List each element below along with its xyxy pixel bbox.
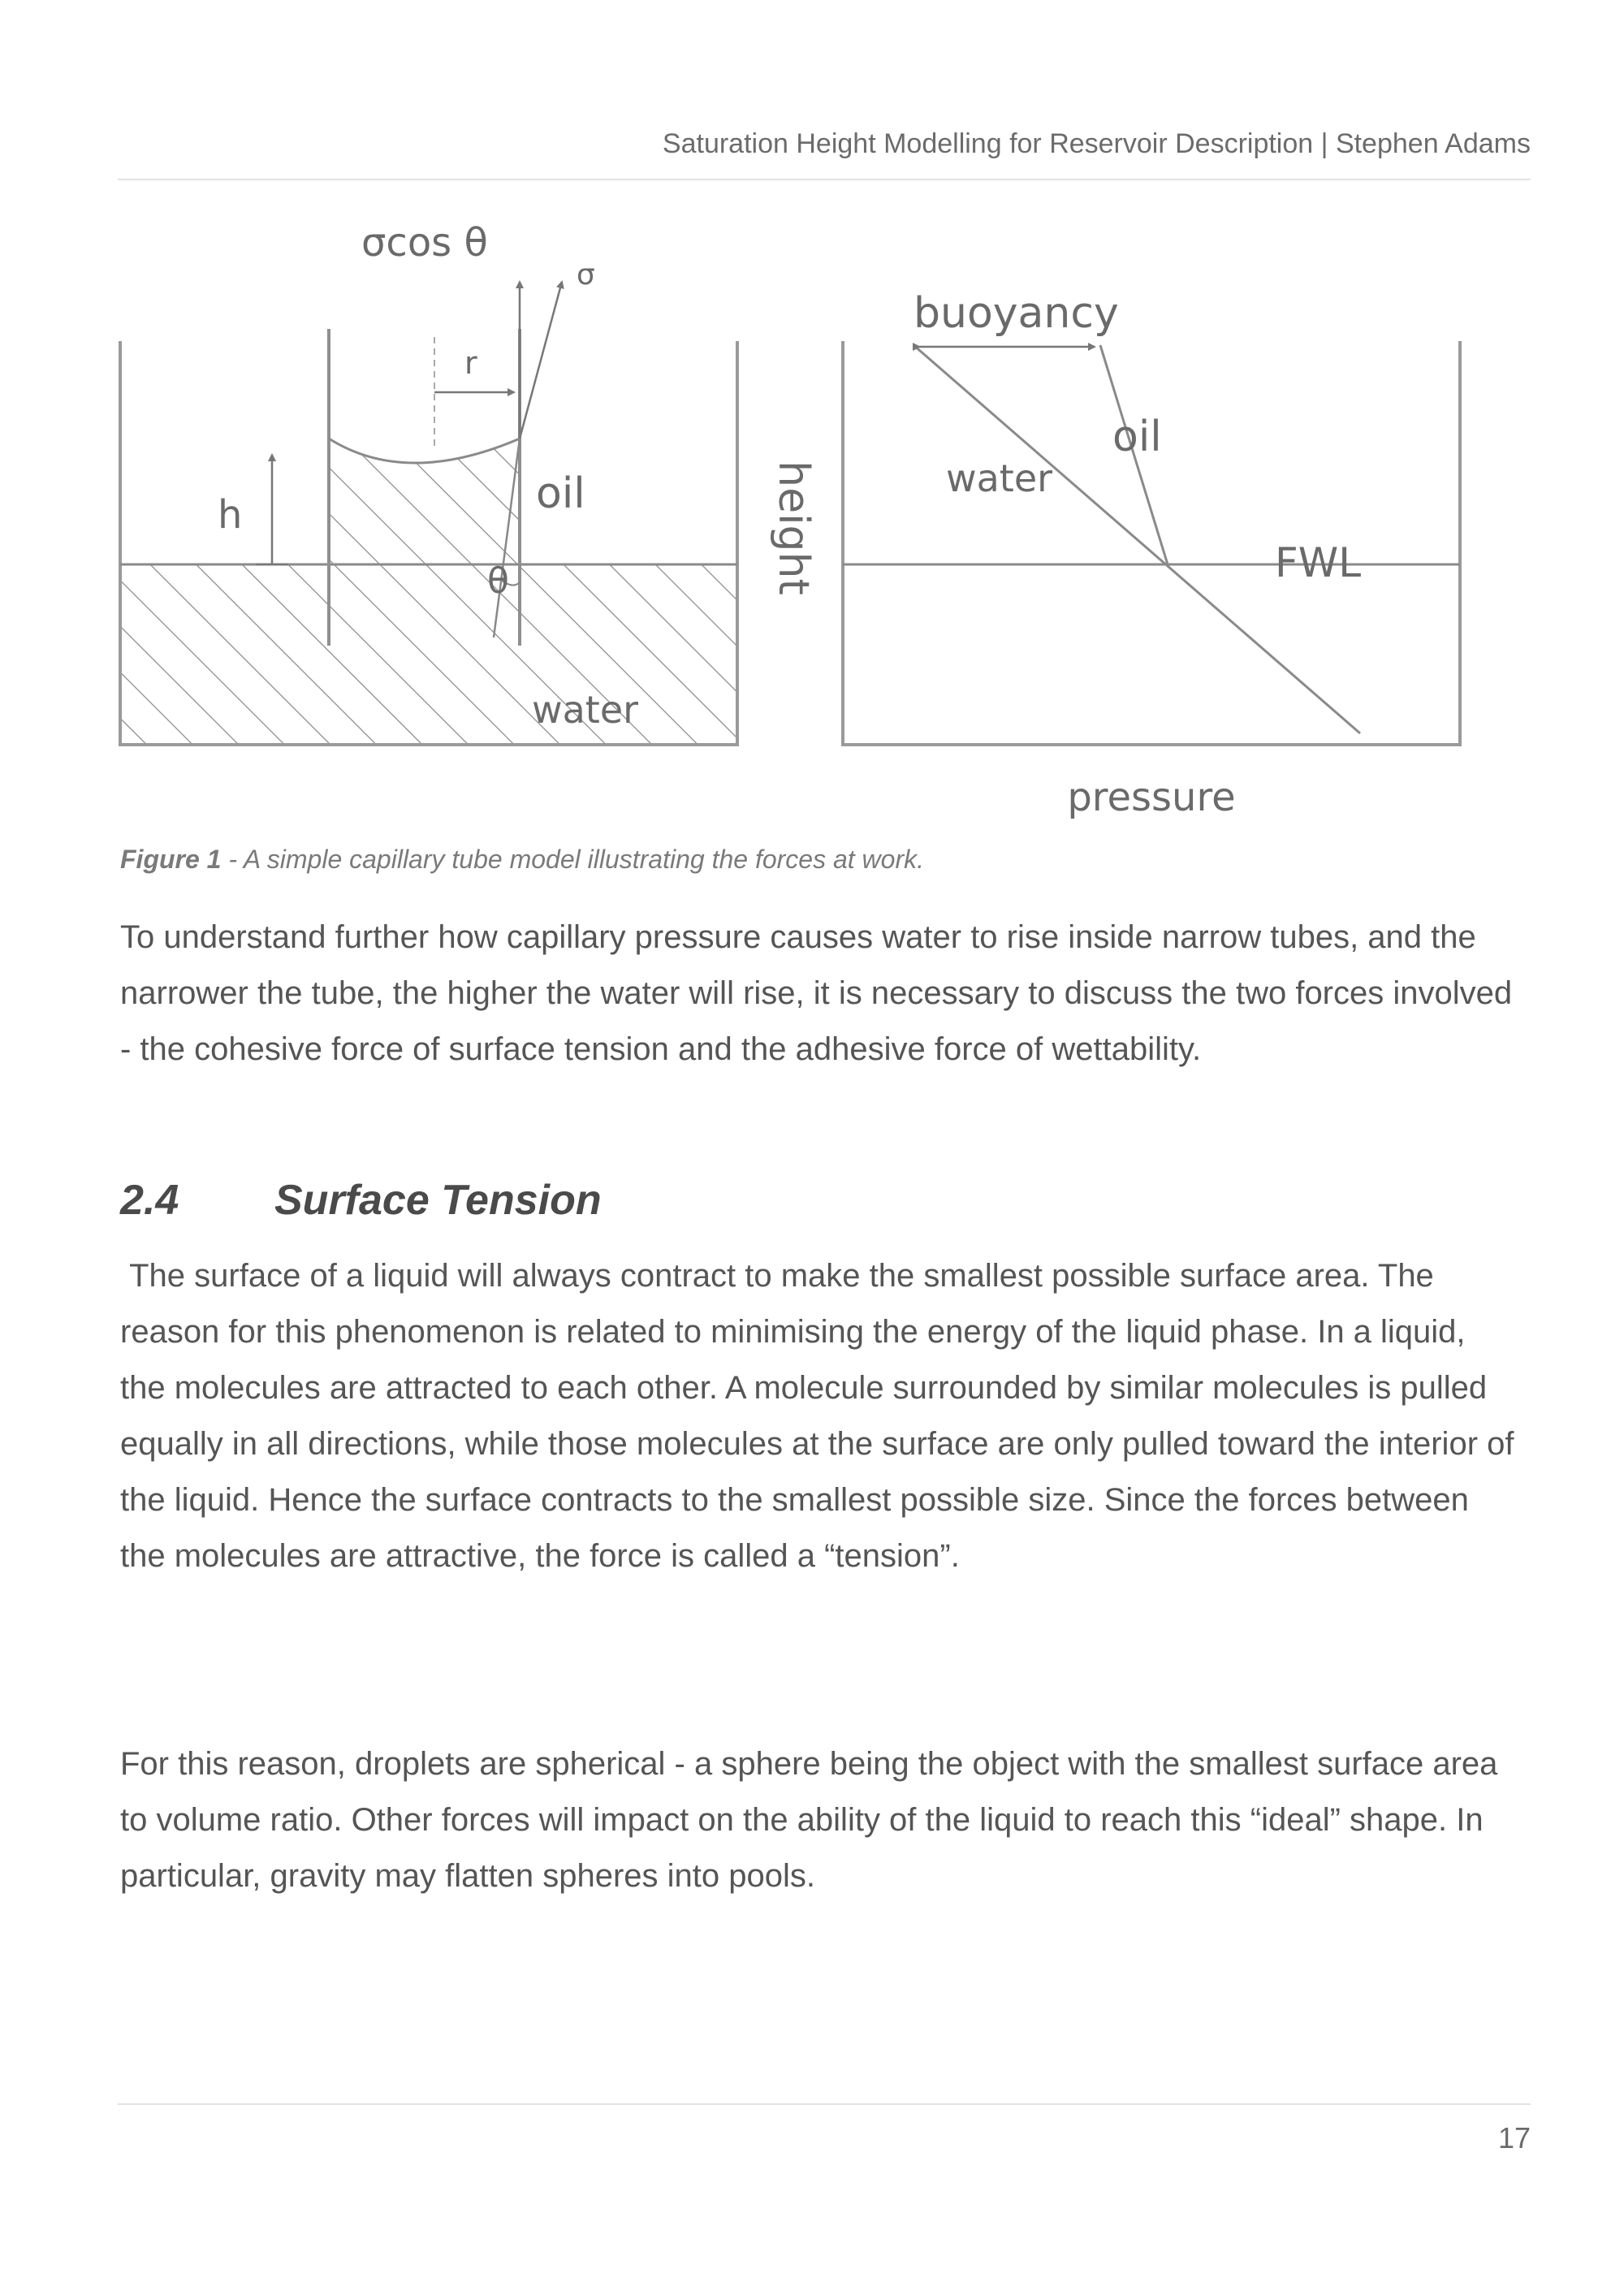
running-header (663, 128, 1531, 160)
left-oil-label: oil (536, 469, 585, 518)
section-number: 2.4 (120, 1177, 179, 1224)
section-title: Surface Tension (274, 1177, 602, 1224)
height-label: h (218, 492, 243, 538)
right-oil-label: oil (1112, 413, 1162, 461)
paragraph-3: For this reason, droplets are spherical - a sphere being the object with the smallest surface area to volume ratio. Other forces will impact on the ability of the liquid to reach this “ideal” shape. In particular, gravity may flatten spheres into pools. (120, 1746, 1498, 1894)
caption-prefix: Figure 1 (120, 845, 222, 874)
left-water-label: water (532, 688, 639, 732)
water-region (120, 564, 737, 745)
pressure-axis-label: pressure (1067, 775, 1236, 820)
radius-label: r (464, 345, 477, 381)
paragraph-1: To understand further how capillary pressure causes water to rise inside narrow tubes, and the narrower the tube, the higher the water will rise, it is necessary to discuss the two forces involved - the cohesive force of surface tension and the adhesive force of wettability. (120, 919, 1513, 1067)
capillary-diagram (114, 207, 1478, 824)
paragraph-2: The surface of a liquid will always contract to make the smallest possible surface area. The reason for this phenomenon is related to minimising the energy of the liquid phase. In a liquid, the molecules are attracted to each other. A molecule surrounded by similar molecules is pulled equally in all directions, while those molecules at the surface are only pulled toward the interior of the liquid. Hence the surface contracts to the smallest possible size. Since the forces between the molecules are attractive, the force is called a “tension”. (120, 1258, 1523, 1574)
page-number: 17 (1497, 2121, 1531, 2155)
sigma-cos-label: σcos θ (361, 220, 488, 266)
theta-label: θ (487, 560, 509, 602)
sigma-arrow (520, 282, 562, 439)
section-heading (120, 1176, 602, 1225)
height-axis-label: height (769, 460, 818, 595)
left-panel (120, 220, 737, 745)
page-header (118, 122, 1531, 180)
capillary-water-column (329, 439, 520, 564)
running-title: Saturation Height Modelling for Reservoir Description (662, 128, 1314, 159)
figure-caption (120, 845, 1501, 875)
right-water-label: water (946, 456, 1053, 500)
page-footer (118, 2103, 1531, 2178)
buoyancy-label: buoyancy (914, 289, 1119, 338)
header-separator: | (1320, 128, 1328, 159)
caption-text: - A simple capillary tube model illustrating the forces at work. (221, 845, 924, 874)
fwl-label: FWL (1275, 539, 1362, 586)
sigma-label: σ (577, 258, 595, 292)
right-panel (769, 289, 1460, 820)
header-author: Stephen Adams (1335, 128, 1531, 159)
right-beaker (843, 341, 1460, 745)
capillary-figure (114, 207, 1478, 824)
